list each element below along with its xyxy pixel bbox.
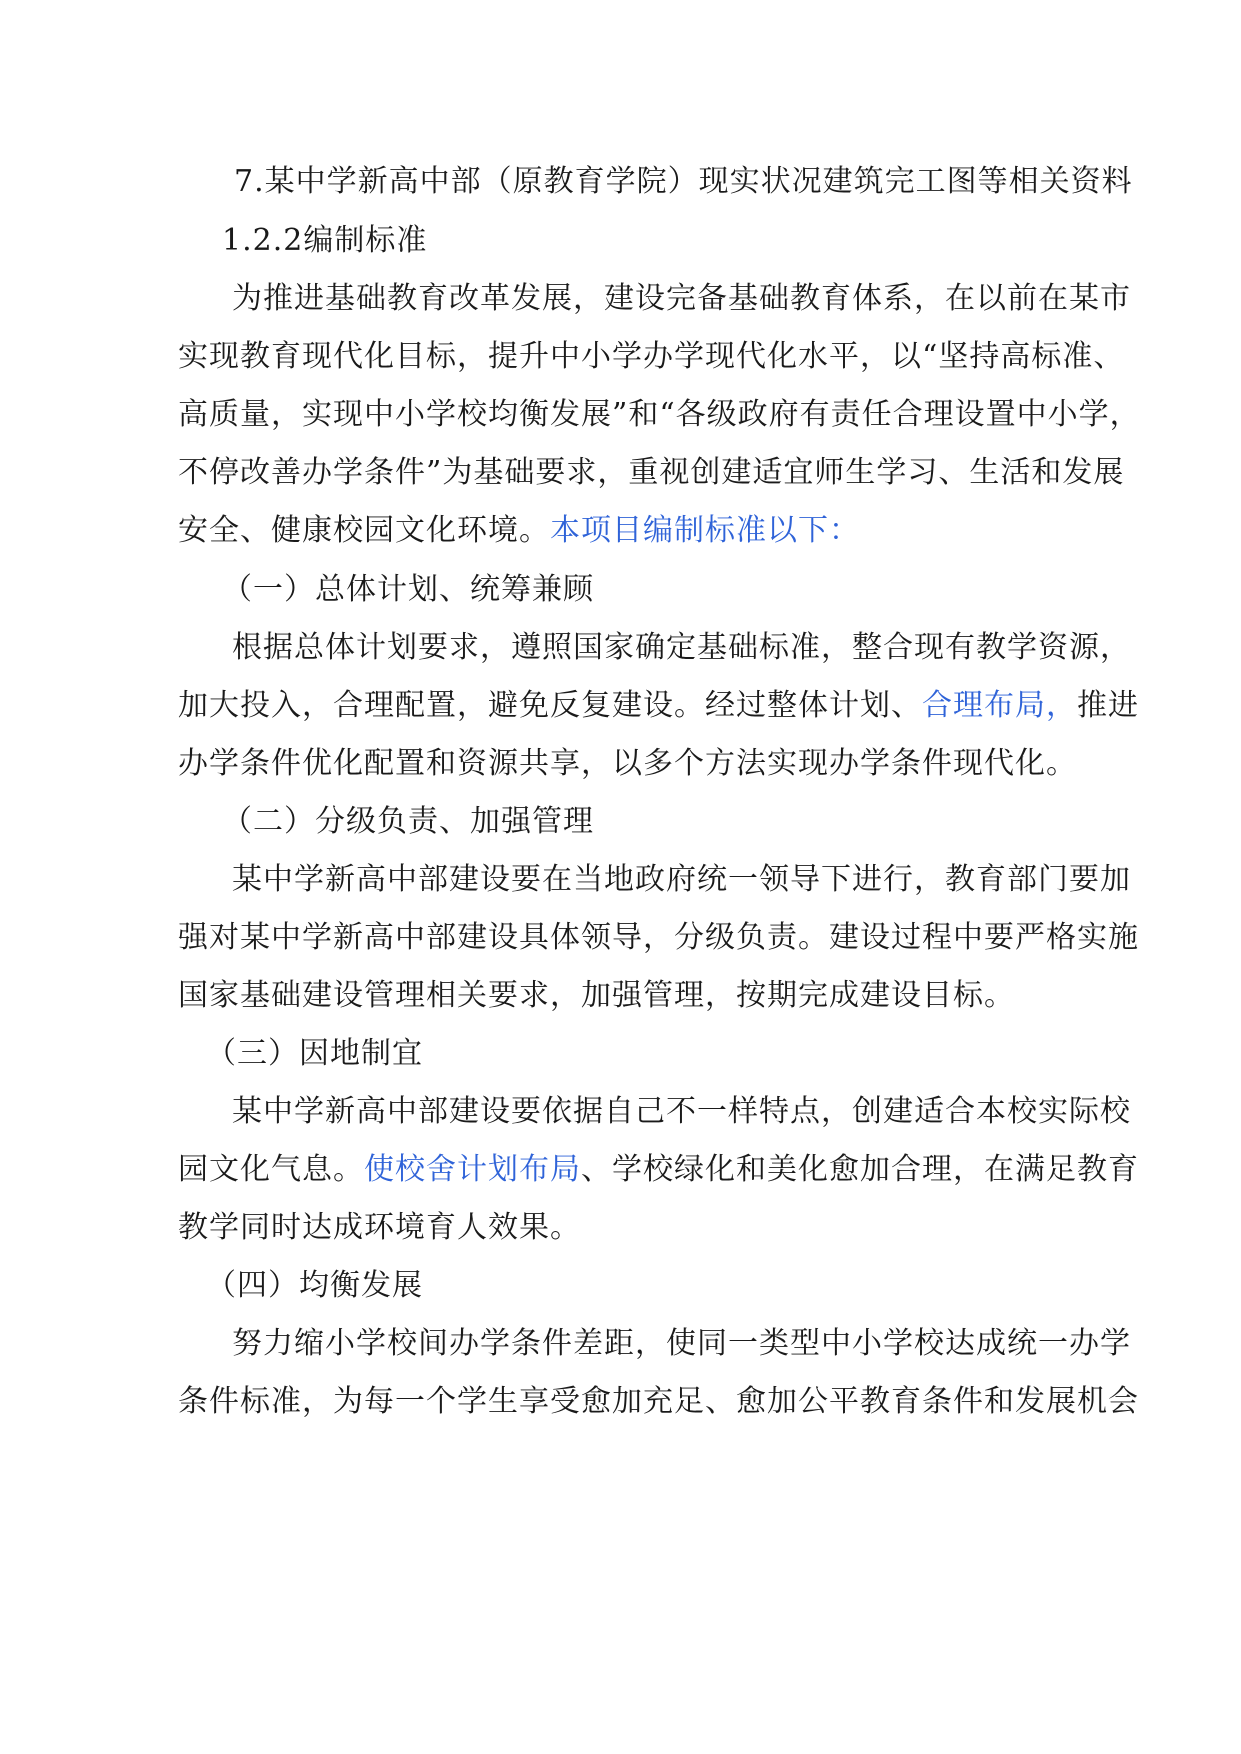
subsection-3-line-3: 教学同时达成环境育人效果。 [178,1210,581,1245]
subsection-2-line-2: 强对某中学新高中部建设具体领导，分级负责。建设过程中要严格实施 [178,920,1139,955]
subsection-1-line-2-plain: 加大投入，合理配置，避免反复建设。经过整体计划、 [178,688,922,723]
subsection-3-line-2-link[interactable]: 使校舍计划布局 [364,1152,581,1187]
subsection-4-line-1: 努力缩小学校间办学条件差距，使同一类型中小学校达成统一办学 [232,1326,1131,1361]
subsection-4-heading: （四）均衡发展 [206,1268,423,1303]
subsection-1-line-3: 办学条件优化配置和资源共享，以多个方法实现办学条件现代化。 [178,746,1077,781]
intro-line-3: 高质量，实现中小学校均衡发展”和“各级政府有责任合理设置中小学， [178,397,1141,432]
subsection-2-heading: （二）分级负责、加强管理 [222,804,594,839]
intro-line-4: 不停改善办学条件”为基础要求，重视创建适宜师生学习、生活和发展 [178,455,1125,490]
subsection-3-line-2-plain: 园文化气息。 [178,1152,364,1187]
subsection-1-line-1: 根据总体计划要求，遵照国家确定基础标准，整合现有教学资源， [232,630,1131,665]
subsection-1-line-2 [178,686,1139,726]
item-7-text: 7.某中学新高中部（原教育学院）现实状况建筑完工图等相关资料 [234,164,1133,199]
subsection-1-line-2-tail: 推进 [1077,688,1139,723]
subsection-2-line-3: 国家基础建设管理相关要求，加强管理，按期完成建设目标。 [178,978,1015,1013]
intro-line-1: 为推进基础教育改革发展，建设完备基础教育体系，在以前在某市 [232,281,1131,316]
intro-line-5-plain: 安全、健康校园文化环境。 [178,513,550,548]
section-heading: 1.2.2编制标准 [222,223,428,258]
subsection-3-line-2 [178,1150,1139,1190]
intro-line-5 [178,511,1098,551]
subsection-1-line-2-link[interactable]: 合理布局， [922,688,1077,723]
subsection-1-heading: （一）总体计划、统筹兼顾 [222,572,594,607]
subsection-3-line-1: 某中学新高中部建设要依据自己不一样特点，创建适合本校实际校 [232,1094,1131,1129]
subsection-3-heading: （三）因地制宜 [206,1036,423,1071]
intro-line-5-link[interactable]: 本项目编制标准以下： [550,513,860,548]
subsection-2-line-1: 某中学新高中部建设要在当地政府统一领导下进行，教育部门要加 [232,862,1131,897]
intro-line-2: 实现教育现代化目标，提升中小学办学现代化水平，以“坚持高标准、 [178,339,1125,374]
subsection-3-line-2-tail: 、学校绿化和美化愈加合理，在满足教育 [581,1152,1139,1187]
subsection-4-line-2: 条件标准，为每一个学生享受愈加充足、愈加公平教育条件和发展机会 [178,1384,1139,1419]
